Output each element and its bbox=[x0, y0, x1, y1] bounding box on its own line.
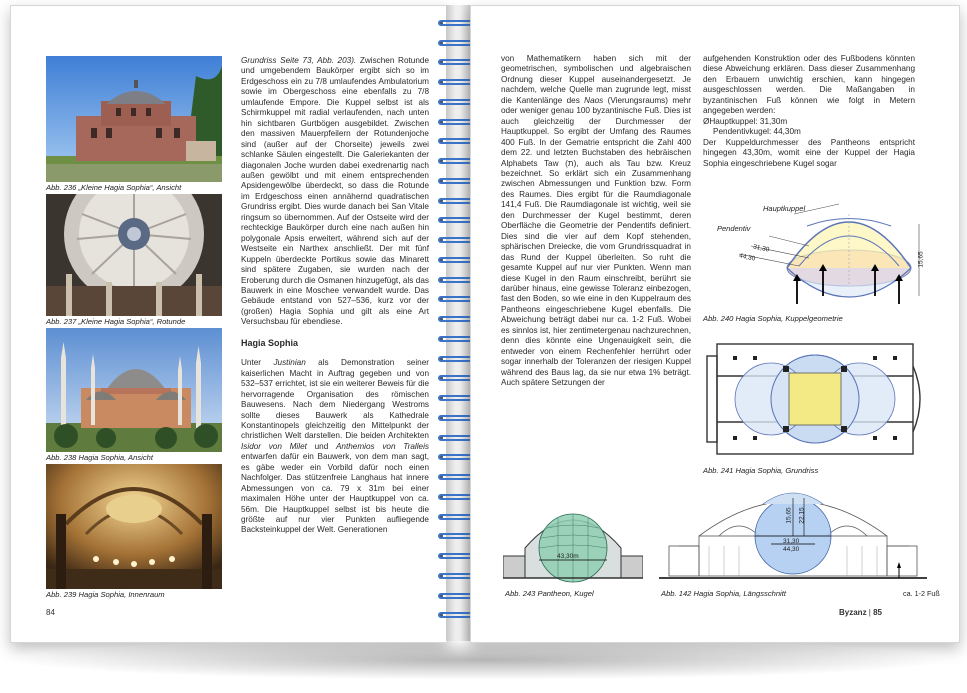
name-justinian: Justinian bbox=[273, 358, 306, 368]
page-footer-right bbox=[839, 608, 882, 617]
label-hauptkuppel: Hauptkuppel bbox=[763, 204, 806, 213]
figure-longitudinal-section bbox=[659, 476, 927, 584]
caption-fig238: Abb. 238 Hagia Sophia, Ansicht bbox=[46, 453, 153, 462]
label-pendentiv: Pendentiv bbox=[717, 224, 751, 233]
paragraph-geometry bbox=[501, 54, 691, 389]
measure-main-dome: ØHauptkuppel: 31,30m bbox=[703, 116, 788, 126]
paragraph-kleine-hagia bbox=[241, 56, 429, 328]
caption-fig142: Abb. 142 Hagia Sophia, Längsschnitt bbox=[661, 589, 786, 598]
right-text-column-1 bbox=[501, 54, 691, 389]
section-heading: Hagia Sophia bbox=[241, 337, 299, 348]
dimension-15-65: 15,65 bbox=[917, 251, 925, 268]
left-text-column bbox=[241, 56, 429, 536]
figure-floor-plan bbox=[703, 326, 927, 464]
dimension-44-30: 44,30 bbox=[738, 252, 756, 263]
photo-hagia-sophia-exterior bbox=[46, 328, 222, 452]
text-span: (Vierungsraums) mehr oder weniger genau 100 byzantinische Fuß. Dies ist auch gleichzeitig der Durchmesser der Hauptkuppel. So ergibt der Umfang des Raumes 400 Fuß. In der Gematrie entspricht die Zahl 400 dem 22. und letzten Buchstaben des hebräischen Alphabets Taw (ת), auch als Tau bzw. Kreuz bezeichnet. So erklärt sich ein Zusammenhang zwischen Abmessungen und Funktion bzw. Form des Raumes. Dies ergibt für die Raumdiagonale 141,4 Fuß. Die Raumdiagonale ist wichtig, weil sie den Durchmesser der Kugel bestimmt, deren Oberfläche die Geometrie der Pendentifs definiert. Dies sind die vier auf dem Kopf stehenden, sphärischen Dreiecke, die vom Grundrissquadrat in das Rund der Kuppel überleiten. So ruht die gesamte Kuppel auf nur vier Punkten. Wenn man diese Kugel in den Raum einschreibt, berührt sie darüber hinaus, eine gewisse Toleranz einbezogen, fast den Boden, so wie eine in den Kuppelraum des Pantheons eingeschriebene Kugel ebenfalls. Die Abweichung beträgt dabei nur ca. 1-2 Fuß. Wobei es sinnlos ist, hier zentimetergenau nachzurechnen, denn dies könnte eine Ungenauigkeit sein, die entweder von einem Rechenfehler herrührt oder sogar innerhalb der Toleranzen der riesigen Kuppel während des Baus lag, da sie nur etwa 1% beträgt. Auch spätere Setzungen der bbox=[501, 95, 691, 388]
label-ca-1-2-fuss: ca. 1-2 Fuß bbox=[903, 589, 940, 598]
text-span: und bbox=[306, 441, 336, 451]
paragraph-measurements: aufgehenden Konstruktion oder des Fußbodens könnten diese Abweichung erklären. Dass dieser Zusammenhang den Erbauern unwichtig erschien, kann hingegen ausgeschlossen werden. Die Maßangaben in byzantinischen Fuß können wie folgt in Metern angegeben werden: bbox=[703, 54, 915, 116]
page-number-left: 84 bbox=[46, 608, 55, 617]
pantheon-diameter: 43,30m bbox=[557, 553, 579, 560]
paragraph-text: Zwischen Rotunde und umgebendem Baukörper ergibt sich so im Erdgeschoss ein zu 7/8 umlaufendes Ambulatorium sowie im Obergeschoss eine ebenfalls zu 7/8 umlaufende Empore. Die Kuppel selbst ist als Schirmkuppel mit radial verlaufenden, nach unten hin sichtbaren Gurtbögen ausgebildet. Zwischen den massiven Mauerpfeilern der Rotundenjoche sind (außer auf der Chorseite) jeweils zwei schlanke Säulen eingestellt. Die Galeriekanten der diagonalen Joche wurden dabei exedrenartig nach außen gewölbt und mit einem entsprechenden Apsidengewölbe überdeckt, so dass die Rotunde im Erdgeschoss einen annähernd quadratischen Grundriss ergibt. Dies wurde danach bei San Vitale ringsum so übernommen. Auf der Ostseite wird der rechteckige Baukörper durch eine nach außen hin polygonale Apsis erweitert, während sich auf der Westseite ein Narthex anschließt. Der mit fünf Kuppeln überdeckte Portikus sowie das Minarett sind spätere Zugaben, sie wurden nach der Eroberung durch die Osmanen hinzugefügt, als das Bauwerk in eine Moschee verwandelt wurde. Das Gebäude entstand von 527–536, kurz vor der (großen) Hagia Sophia und gilt als eine Art Versuchsbau für ebendiese. bbox=[241, 56, 429, 327]
section-name: Byzanz bbox=[839, 608, 867, 617]
caption-fig240: Abb. 240 Hagia Sophia, Kuppelgeometrie bbox=[703, 314, 843, 323]
section-dim-22-15: 22,15 bbox=[798, 507, 806, 524]
figure-dome-geometry bbox=[699, 196, 931, 316]
text-span: entwarfen dafür ein Bauwerk, von dem man sagt, es gäbe weder ein Vorbild dafür noch einen Nachfolger. Das stützenfreie Langhaus hat innere Abmessungen von ca. 79 x 31m bei einer maximalen Höhe unter der Hauptkuppel von ca. 56m. Die Hauptkuppel selbst ist bis heute die größte auf nur vier Punkten aufliegende Backsteinkuppel der Welt. Generationen bbox=[241, 452, 429, 535]
section-dim-15-65: 15,65 bbox=[785, 507, 793, 524]
figure-pantheon-sphere bbox=[503, 498, 643, 584]
paragraph-hagia-sophia bbox=[241, 358, 429, 536]
page-number-right: 85 bbox=[873, 608, 882, 617]
section-dim-44-30: 44,30 bbox=[783, 546, 800, 553]
footer-separator: | bbox=[866, 608, 874, 617]
term-naos: Naos bbox=[584, 95, 604, 105]
measure-pendentive: Pendentivkugel: 44,30m bbox=[713, 127, 801, 137]
caption-fig241: Abb. 241 Hagia Sophia, Grundriss bbox=[703, 466, 819, 475]
right-text-column-2 bbox=[703, 54, 915, 169]
caption-fig237: Abb. 237 „Kleine Hagia Sophia“, Rotunde bbox=[46, 317, 186, 326]
caption-fig236: Abb. 236 „Kleine Hagia Sophia“, Ansicht bbox=[46, 183, 182, 192]
caption-fig239: Abb. 239 Hagia Sophia, Innenraum bbox=[46, 590, 165, 599]
reference-text: Grundriss Seite 73, Abb. 203). bbox=[241, 56, 357, 65]
text-span: als Demonstration seiner kaiserlichen Macht in Auftrag gegeben und von 532–537 errichtet, ist sie ein weiterer Beweis für die hervorragende Organisation des römischen Bauwesens. Nach dem Niedergang Westroms sollte dieses Bauwerk als Kathedrale Konstantinopels gleichzeitig den Mittelpunkt der christlichen Welt darstellen. Die beiden Architekten bbox=[241, 358, 429, 441]
photo-hagia-sophia-interior bbox=[46, 464, 222, 589]
photo-small-hagia-sophia-exterior bbox=[46, 56, 222, 182]
caption-fig243: Abb. 243 Pantheon, Kugel bbox=[505, 589, 594, 598]
name-anthemios: Anthemios von Tralleis bbox=[335, 441, 429, 451]
photo-small-hagia-sophia-rotunda bbox=[46, 194, 222, 316]
section-dim-31-30: 31,30 bbox=[783, 538, 800, 545]
name-isidor: Isidor von Milet bbox=[241, 441, 307, 451]
left-page bbox=[10, 5, 448, 643]
book-shadow bbox=[12, 640, 952, 680]
dimension-31-30: 31,30 bbox=[752, 243, 770, 254]
text-span: von Mathematikern haben sich mit der geometrischen, symbolischen und algebraischen Ordnung dieser Kuppel auseinandergesetzt. Je nachdem, welche Quelle man zugrunde legt, misst die Kantenlänge des bbox=[501, 54, 691, 105]
paragraph-pantheon: Der Kuppeldurchmesser des Pantheons entspricht hingegen 43,30m, womit eine der Kuppel der Hagia Sophia eingeschriebene Kugel sogar bbox=[703, 137, 915, 168]
text-span: Unter bbox=[241, 358, 274, 368]
right-page bbox=[470, 5, 960, 643]
